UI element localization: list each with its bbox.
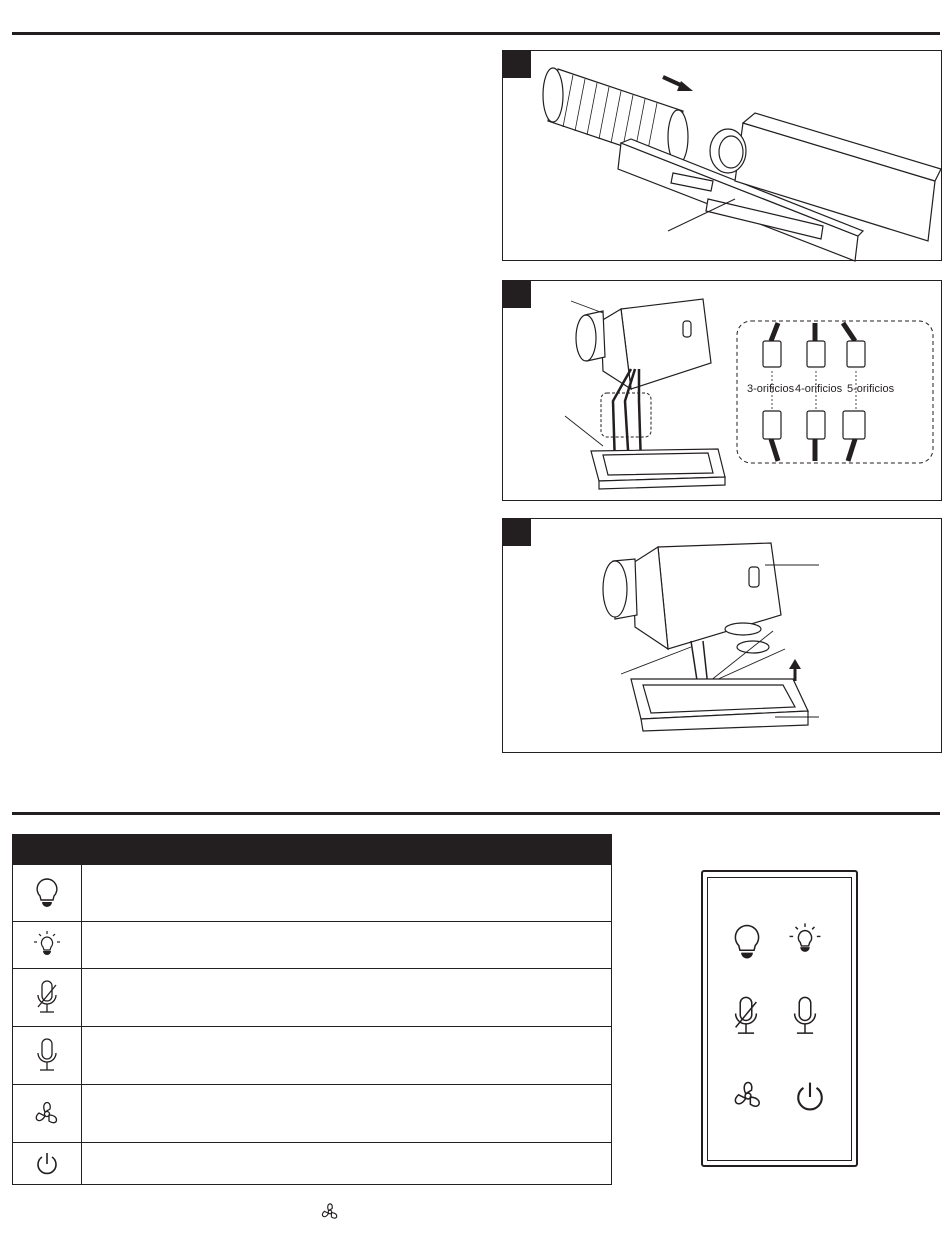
- desc-cell: [82, 1027, 612, 1085]
- caption-4-orificios: 4-orificios: [795, 383, 843, 395]
- controls-table-header: [12, 834, 612, 864]
- top-rule: [12, 32, 940, 35]
- table-row: [13, 922, 612, 969]
- icon-cell: [13, 969, 82, 1027]
- mic-mute-button[interactable]: [731, 995, 767, 1031]
- microphone-icon: [34, 1037, 60, 1075]
- duct-install-illustration: [503, 51, 943, 262]
- caption-5-orificios: 5-orificios: [847, 383, 895, 395]
- middle-rule: [12, 812, 940, 815]
- icon-cell: [13, 865, 82, 922]
- desc-cell: [82, 865, 612, 922]
- icon-cell: [13, 922, 82, 969]
- caption-3-orificios: 3-orificios: [747, 383, 795, 395]
- desc-cell: [82, 969, 612, 1027]
- microphone-muted-icon: [34, 979, 60, 1017]
- inline-fan-icon: [318, 1200, 342, 1224]
- control-panel: [707, 877, 852, 1161]
- power-icon: [34, 1151, 60, 1177]
- controls-table: [12, 864, 612, 1185]
- grille-attach-illustration: [503, 519, 943, 754]
- figure-step-1: [502, 50, 942, 261]
- bulb-icon: [33, 876, 61, 910]
- table-row: [13, 1027, 612, 1085]
- desc-cell: [82, 922, 612, 969]
- night-light-icon: [31, 930, 63, 960]
- table-row: [13, 1143, 612, 1185]
- desc-cell: [82, 1143, 612, 1185]
- table-row: [13, 865, 612, 922]
- mic-button[interactable]: [790, 995, 826, 1031]
- desc-cell: [82, 1085, 612, 1143]
- power-button[interactable]: [793, 1080, 829, 1116]
- table-row: [13, 969, 612, 1027]
- night-light-button[interactable]: [786, 922, 822, 958]
- wiring-connection-illustration: [503, 281, 943, 502]
- icon-cell: [13, 1143, 82, 1185]
- fan-icon: [30, 1097, 64, 1131]
- table-row: [13, 1085, 612, 1143]
- fan-button[interactable]: [728, 1076, 764, 1112]
- light-button[interactable]: [729, 922, 765, 958]
- figure-step-3: [502, 518, 942, 753]
- icon-cell: [13, 1085, 82, 1143]
- icon-cell: [13, 1027, 82, 1085]
- figure-step-2: [502, 280, 942, 501]
